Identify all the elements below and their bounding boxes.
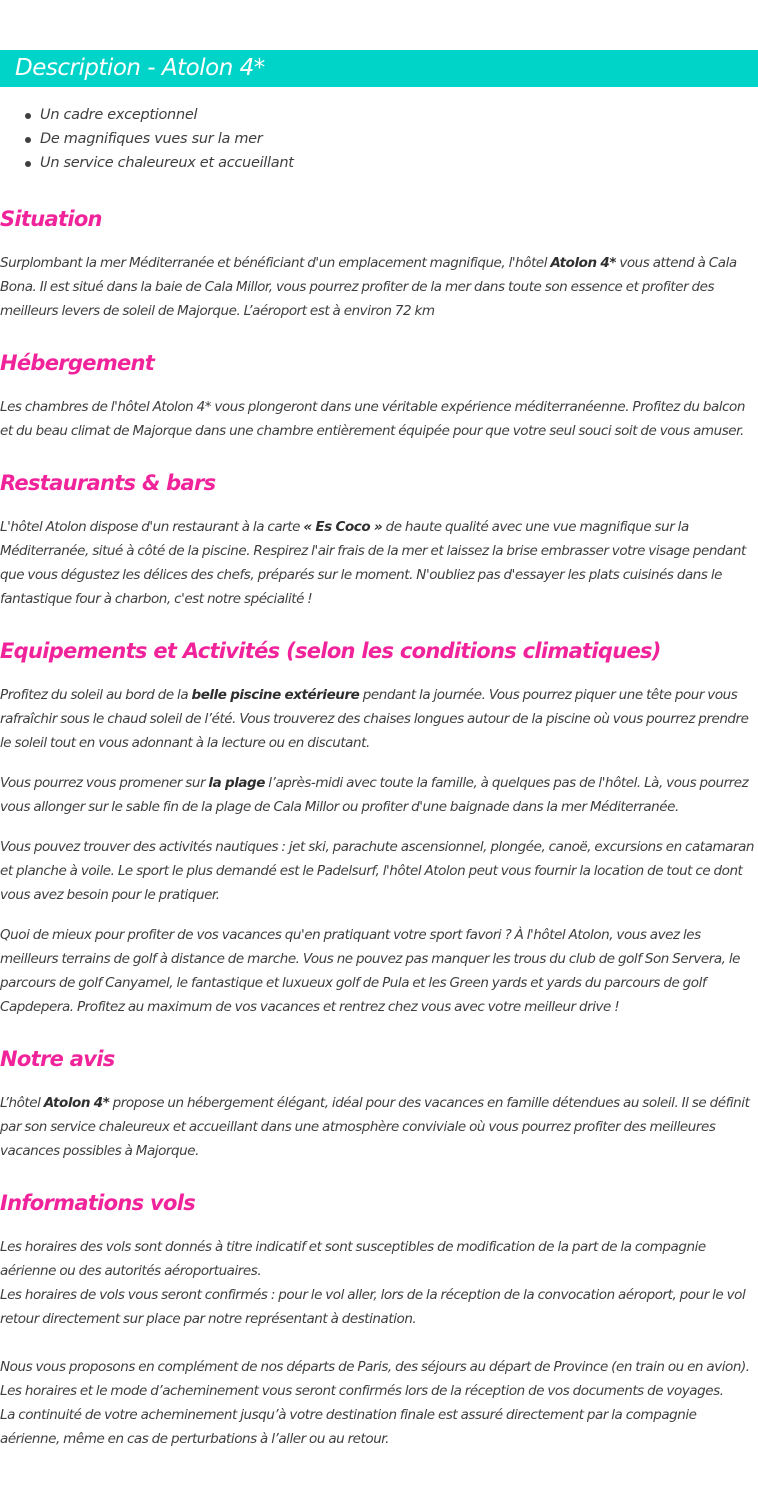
- text-run: L’hôtel: [0, 1095, 44, 1111]
- banner-title: Description - Atolon 4*: [15, 55, 265, 81]
- vols-line: Les horaires des vols sont donnés à titre indicatif et sont susceptibles de modification de la part de la compagnie aérienne ou des autorités aéroportuaires.: [0, 1239, 706, 1279]
- list-item-text: Un service chaleureux et accueillant: [40, 155, 294, 171]
- list-item-text: Un cadre exceptionnel: [40, 107, 198, 123]
- description-banner: [0, 50, 758, 87]
- list-item: [0, 127, 294, 151]
- bullet-icon: [25, 113, 31, 119]
- hebergement-section: [0, 348, 758, 443]
- section-paragraph: [0, 1091, 758, 1163]
- vols-line: La continuité de votre acheminement jusqu’à votre destination finale est assuré directement par la compagnie aérienne, même en cas de perturbations à l’aller ou au retour.: [0, 1407, 697, 1447]
- pool-bold: belle piscine extérieure: [191, 687, 360, 703]
- hotel-name-bold: Atolon 4*: [550, 255, 616, 271]
- vols-line: Les horaires et le mode d’acheminement vous seront confirmés lors de la réception de vos documents de voyages.: [0, 1383, 724, 1399]
- text-run: Vous pourrez vous promener sur: [0, 775, 209, 791]
- section-paragraph: Quoi de mieux pour profiter de vos vacances qu'en pratiquant votre sport favori ? À l'hôtel Atolon, vous avez les meilleurs terrains de golf à distance de marche. Vous ne pouvez pas manquer les trous du club de golf Son Servera, le parcours de golf Canyamel, le fantastique et luxueux golf de Pula et les Green yards et yards du parcours de golf Capdepera. Profitez au maximum de vos vacances et rentrez chez vous avec votre meilleur drive !: [0, 927, 740, 1015]
- text-run: vous attend à Cala Bona. Il est situé dans la baie de Cala Millor, vous pourrez profiter de la mer dans toute son essence et profiter des meilleurs levers de soleil de Majorque. L’aéroport est à environ 72 km: [0, 255, 737, 319]
- situation-section: [0, 204, 758, 323]
- beach-bold: la plage: [208, 775, 265, 791]
- text-run: Profitez du soleil au bord de la: [0, 687, 192, 703]
- equipements-section: [0, 636, 758, 1019]
- hotel-name-bold: Atolon 4*: [43, 1095, 110, 1111]
- section-heading: Restaurants & bars: [0, 471, 216, 495]
- highlights-list: [0, 103, 294, 175]
- section-paragraph: Les chambres de l'hôtel Atolon 4* vous plongeront dans une véritable expérience méditerranéenne. Profitez du balcon et du beau climat de Majorque dans une chambre entièrement équipée pour que votre seul souci soit de vous amuser.: [0, 399, 745, 439]
- section-heading: Equipements et Activités (selon les conditions climatiques): [0, 639, 661, 663]
- vols-line: Nous vous proposons en complément de nos départs de Paris, des séjours au départ de Province (en train ou en avion).: [0, 1359, 750, 1375]
- text-run: L'hôtel Atolon dispose d'un restaurant à la carte: [0, 519, 304, 535]
- section-paragraph: [0, 515, 758, 611]
- vols-line: Les horaires de vols vous seront confirmés : pour le vol aller, lors de la réception de la convocation aéroport, pour le vol retour directement sur place par notre représentant à destination.: [0, 1287, 746, 1327]
- avis-section: [0, 1044, 758, 1163]
- section-heading: Hébergement: [0, 351, 155, 375]
- section-paragraph: Vous pouvez trouver des activités nautiques : jet ski, parachute ascensionnel, plongée, canoë, excursions en catamaran et planche à voile. Le sport le plus demandé est le Padelsurf, l'hôtel Atolon peut vous fournir la location de tout ce dont vous avez besoin pour le pratiquer.: [0, 839, 755, 903]
- bullet-icon: [25, 137, 31, 143]
- text-run: pendant la journée. Vous pourrez piquer une tête pour vous rafraîchir sous le chaud soleil de l’été. Vous trouverez des chaises longues autour de la piscine où vous pourrez prendre le soleil tout en vous adonnant à la lecture ou en discutant.: [0, 687, 749, 751]
- section-heading: Situation: [0, 207, 102, 231]
- bullet-icon: [25, 161, 31, 167]
- vols-section: [0, 1188, 758, 1451]
- list-item: [0, 151, 294, 175]
- text-run: l’après-midi avec toute la famille, à quelques pas de l'hôtel. Là, vous pourrez vous allonger sur le sable fin de la plage de Cala Millor ou profiter d'une baignade dans la mer Méditerranée.: [0, 775, 749, 815]
- list-item: [0, 103, 294, 127]
- text-run: de haute qualité avec une vue magnifique sur la Méditerranée, situé à côté de la piscine. Respirez l'air frais de la mer et laissez la brise embrasser votre visage pendant que vous dégustez les délices des chefs, préparés sur le moment. N'oubliez pas d'essayer les plats cuisinés dans le fantastique four à charbon, c'est notre spécialité !: [0, 519, 746, 607]
- list-item-text: De magnifiques vues sur la mer: [40, 131, 263, 147]
- section-heading: Notre avis: [0, 1047, 115, 1071]
- text-run: Surplombant la mer Méditerranée et bénéficiant d'un emplacement magnifique, l'hôtel: [0, 255, 551, 271]
- restaurant-name-bold: « Es Coco »: [303, 519, 383, 535]
- section-paragraph: [0, 771, 758, 819]
- section-paragraph: [0, 683, 758, 755]
- section-heading: Informations vols: [0, 1191, 196, 1215]
- section-paragraph: [0, 251, 758, 323]
- restaurants-section: [0, 468, 758, 611]
- text-run: propose un hébergement élégant, idéal pour des vacances en famille détendues au soleil. Il se définit par son service chaleureux et accueillant dans une atmosphère conviviale où vous pourrez profiter des meilleures vacances possibles à Majorque.: [0, 1095, 750, 1159]
